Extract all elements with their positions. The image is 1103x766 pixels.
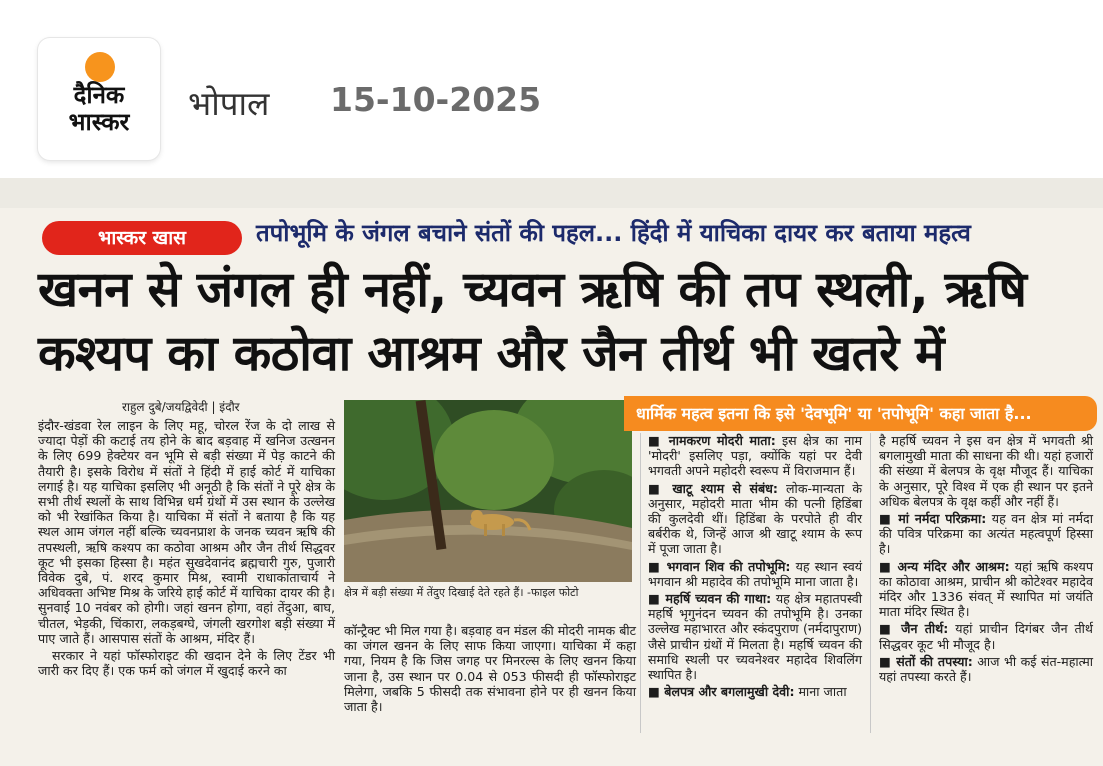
fact-item: ■ भगवान शिव की तपोभूमि: यह स्थान स्वयं भगवान श्री महादेव की तपोभूमि माना जाता है।	[648, 558, 862, 589]
article-kicker: तपोभूमि के जंगल बचाने संतों की पहल... हिंदी में याचिका दायर कर बताया महत्व	[256, 219, 971, 247]
fact-item: ■ नामकरण मोदरी माता: इस क्षेत्र का नाम 'मोदरी' इसलिए पड़ा, क्योंकि यहां पर देवी भगवती अपने महोदरी स्वरूप में विराजमान हैं।	[648, 433, 862, 479]
article-column-3	[648, 433, 862, 701]
app-header	[0, 0, 1103, 178]
column-divider	[870, 433, 871, 733]
article-column-1	[38, 418, 335, 680]
headline-line-2: कश्यप का कठोवा आश्रम और जैन तीर्थ भी खतरे में	[38, 325, 945, 382]
edition-date: 15-10-2025	[330, 80, 542, 119]
photo-caption: क्षेत्र में बड़ी संख्या में तेंदुए दिखाई देते रहते हैं। -फाइल फोटो	[344, 586, 579, 599]
paper-top-strip	[0, 178, 1103, 208]
fact-item: ■ अन्य मंदिर और आश्रम: यहां ऋषि कश्यप का कोठावा आश्रम, प्राचीन श्री कोटेश्वर महादेव मंदिर और 1336 संवत् में स्थापित मां जयंति माता मंदिर स्थित है।	[879, 558, 1093, 620]
leopard-forest-illustration	[344, 400, 632, 582]
article-column-4	[879, 433, 1093, 686]
fact-item: ■ मां नर्मदा परिक्रमा: यह वन क्षेत्र मां नर्मदा की पवित्र परिक्रमा का अत्यंत महत्वपूर्ण हिस्सा है।	[879, 511, 1093, 557]
column-1-paragraph-1: इंदौर-खंडवा रेल लाइन के लिए महू, चोरल रेंज के दो लाख से ज्यादा पेड़ों की कटाई तय होने के बाद बड़वाह में खनिज उत्खनन के लिए 699 हेक्टेयर वन भूमि से बड़ी संख्या में पेड़ काटने की तैयारी है। इसके विरोध में संतों ने हिंदी में हाई कोर्ट में याचिका लगाई है। यह याचिका इसलिए भी अनूठी है कि संतों ने पूरे क्षेत्र के सभी तीर्थ स्थलों के साथ विभिन्न धर्म ग्रंथों में उस स्थान के उल्लेख को भी रेखांकित किया है। याचिका में संतों ने बताया है कि यह स्थल आम जंगल नहीं बल्कि च्यवनप्राश के जनक च्यवन ऋषि की तपस्थली, ऋषि कश्यप का कठोवा आश्रम और जैन तीर्थ सिद्धवर कूट भी इसका हिस्सा है। महंत सुखदेवानंद ब्रह्मचारी गुरु, पुजारी विवेक दुबे, पं. शरद कुमार मिश्र, स्वामी राधाकांताचार्य ने अधिवक्ता अभिष्ट मिश्र के जरिये हाई कोर्ट में याचिका दायर की है। सुनवाई 10 नवंबर को होगी। जहां खनन होगा, वहां तेंदुआ, बाघ, चीतल, भेड़की, चिंकारा, लकड़बग्घे, जंगली खरगोश बड़ी संख्या में पाए जाते हैं। आसपास संतों के आश्रम, मंदिर हैं।	[38, 418, 335, 646]
logo-line-1: दैनिक	[73, 81, 125, 109]
religious-significance-box-title: धार्मिक महत्व इतना कि इसे 'देवभूमि' या 'तपोभूमि' कहा जाता है...	[624, 396, 1097, 431]
section-badge: भास्कर खास	[42, 221, 242, 255]
fact-item: ■ संतों की तपस्या: आज भी कई संत-महात्मा यहां तपस्या करते हैं।	[879, 653, 1093, 685]
fact-item: ■ बेलपत्र और बगलामुखी देवी: माना जाता	[648, 684, 847, 700]
fact-item: ■ जैन तीर्थ: यहां प्राचीन दिगंबर जैन तीर्थ सिद्धवर कूट भी मौजूद है।	[879, 621, 1093, 652]
sun-icon	[85, 52, 115, 82]
logo-line-2: भास्कर	[68, 108, 130, 136]
column-divider	[640, 433, 641, 733]
fact-item: है महर्षि च्यवन ने इस वन क्षेत्र में भगवती श्री बगलामुखी माता की साधना की थी। यहां हजारों की संख्या में बेलपत्र के वृक्ष मौजूद हैं। याचिका के अनुसार, पूरे विश्व में एक ही स्थान पर इतने अधिक बेलपत्र के वृक्ष कहीं और नहीं हैं।	[879, 433, 1093, 509]
article-headline	[38, 258, 1098, 386]
fact-item: ■ महर्षि च्यवन की गाथा: यह क्षेत्र महातपस्वी महर्षि भृगुनंदन च्यवन की तपोभूमि है। उनका उल्लेख महाभारत और स्कंदपुराण (नर्मदापुराण) जैसे प्राचीन ग्रंथों में मिलता है। महर्षि च्यवन की समाधि स्थली पर च्यवनेश्वर महादेव शिवलिंग स्थापित है।	[648, 591, 862, 683]
headline-line-1: खनन से जंगल ही नहीं, च्यवन ऋषि की तप स्थली, ऋषि	[38, 261, 1027, 318]
column-1-paragraph-2: सरकार ने यहां फॉस्फोराइट की खदान देने के लिए टेंडर भी जारी कर दिए हैं। एक फर्म को जंगल में खुदाई करने का	[38, 648, 335, 679]
article-byline: राहुल दुबे/जयद्विवेदी | इंदौर	[122, 400, 240, 414]
edition-city: भोपाल	[188, 84, 270, 123]
leopard-photo	[344, 400, 632, 582]
fact-item: ■ खाटू श्याम से संबंध: लोक-मान्यता के अनुसार, महोदरी माता भीम की पत्नी हिडिंबा की कुलदेवी थीं। हिडिंबा के परपोते ही वीर बर्बरीक थे, जिन्हें आज श्री खाटू श्याम के रूप में पूजा जाता है।	[648, 480, 862, 557]
article-column-2: कॉन्ट्रैक्ट भी मिल गया है। बड़वाह वन मंडल की मोदरी नामक बीट का जंगल खनन के लिए साफ किया जाएगा। याचिका में कहा गया, नियम है कि जिस जगह पर मिनरल्स के लिए खनन किया जाना है, उस स्थान पर 0.04 से 053 फीसदी ही फॉस्फोराइट मिलेगा, जबकि 5 फीसदी तक संभावना होने पर ही खनन किया जाता है।	[344, 623, 636, 715]
dainik-bhaskar-logo[interactable]	[38, 38, 160, 160]
